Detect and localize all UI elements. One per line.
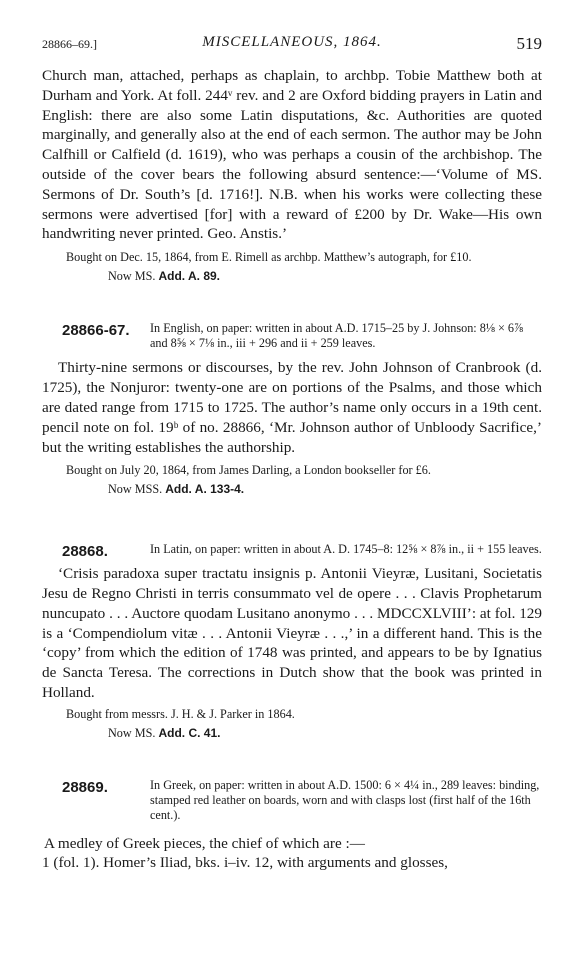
entry-body: ‘Crisis paradoxa super tractatu insignis p. Antonii Vieyræ, Lusitani, Societatis Jesu de Regno Christi in terris consummato vel de opere . . . Clavis Prophetarum nuncupato . . . Auctore quodam Lusitano anonymo . . . MDCCXLVIII’: at fol. 129 is a ‘Compendiolum vitæ . . . Antonii Vieyræ . . .,’ in a different hand. This is the ‘copy’ from which the edition of 1748 was printed, and appears to be by Ignatius de Sancta Teresa. The corrections in Dutch show that the book was printed in Holland.	[42, 565, 542, 701]
entry-heading	[42, 542, 542, 560]
entry-number: 28869.	[62, 779, 108, 796]
catalogue-entry	[42, 542, 542, 742]
catalogue-entry	[42, 321, 542, 497]
acquisition-note: Bought on July 20, 1864, from James Darling, a London bookseller for £6.	[66, 463, 431, 478]
entry-heading	[42, 321, 542, 351]
shelfmark	[42, 726, 542, 742]
entry-description: In Greek, on paper: written in about A.D. 1500: 6 × 4¼ in., 289 leaves: binding, stamped red leather on boards, worn and with clasps lost (first half of the 16th cent.).	[150, 778, 540, 823]
shelfmark	[42, 269, 542, 285]
entry-heading	[42, 778, 542, 824]
catalogue-entry	[42, 778, 542, 873]
acquisition-note: Bought from messrs. J. H. & J. Parker in 1864.	[66, 706, 295, 721]
entry-item: 1 (fol. 1). Homer’s Iliad, bks. i–iv. 12, with arguments and glosses,	[42, 854, 448, 872]
shelfmark-prefix: Now MS.	[108, 726, 156, 741]
entry-body: A medley of Greek pieces, the chief of which are :—	[44, 834, 365, 852]
shelfmark-ref: Add. A. 89.	[158, 268, 221, 283]
continued-body: Church man, attached, perhaps as chaplain, to archbp. Tobie Matthew both at Durham and York. At foll. 244ᵛ rev. and 2 are Oxford bidding prayers in Latin and English: there are also some Latin disputations, &c. Authorities are quoted marginally, and generally also at the end of each sermon. The author may be John Calfhill or Calfield (d. 1619), who was perhaps a cousin of the archbishop. The outside of the cover bears the following absurd sentence:—‘Volume of MS. Sermons of Dr. South’s [d. 1716!]. N.B. when his works were collecting these sermons were advertised [for] with a reward of £200 by Dr. Wake—His own handwriting never printed. Geo. Anstis.’	[42, 67, 542, 243]
acquisition-note: Bought on Dec. 15, 1864, from E. Rimell as archbp. Matthew’s autograph, for £10.	[66, 250, 472, 265]
continued-entry	[42, 66, 542, 284]
header-range: 28866–69.]	[42, 37, 97, 51]
shelfmark	[42, 482, 542, 498]
shelfmark-ref: Add. C. 41.	[158, 726, 221, 741]
entry-body: Thirty-nine sermons or discourses, by the rev. John Johnson of Cranbrook (d. 1725), the Nonjuror: twenty-one are on portions of the Psalms, and those which are dated range from 1715 to 1725. The author’s name only occurs in a 19th cent. pencil note on fol. 19ᵇ of no. 28866, ‘Mr. Johnson author of Unbloody Sacrifice,’ but the writing establishes the authorship.	[42, 359, 542, 456]
shelfmark-prefix: Now MSS.	[108, 481, 163, 496]
shelfmark-prefix: Now MS.	[108, 268, 156, 283]
header-title: MISCELLANEOUS, 1864.	[202, 34, 382, 50]
page-number: 519	[516, 34, 542, 53]
entry-number: 28866-67.	[62, 322, 130, 339]
entry-number: 28868.	[62, 543, 108, 560]
running-header	[42, 34, 542, 56]
shelfmark-ref: Add. A. 133-4.	[165, 481, 245, 496]
entry-description: In English, on paper: written in about A.D. 1715–25 by J. Johnson: 8⅛ × 6⅞ and 8⅝ × 7⅛ in., iii + 296 and ii + 259 leaves.	[150, 321, 524, 351]
entry-description: In Latin, on paper: written in about A. D. 1745–8: 12⅝ × 8⅞ in., ii + 155 leaves.	[150, 542, 542, 556]
